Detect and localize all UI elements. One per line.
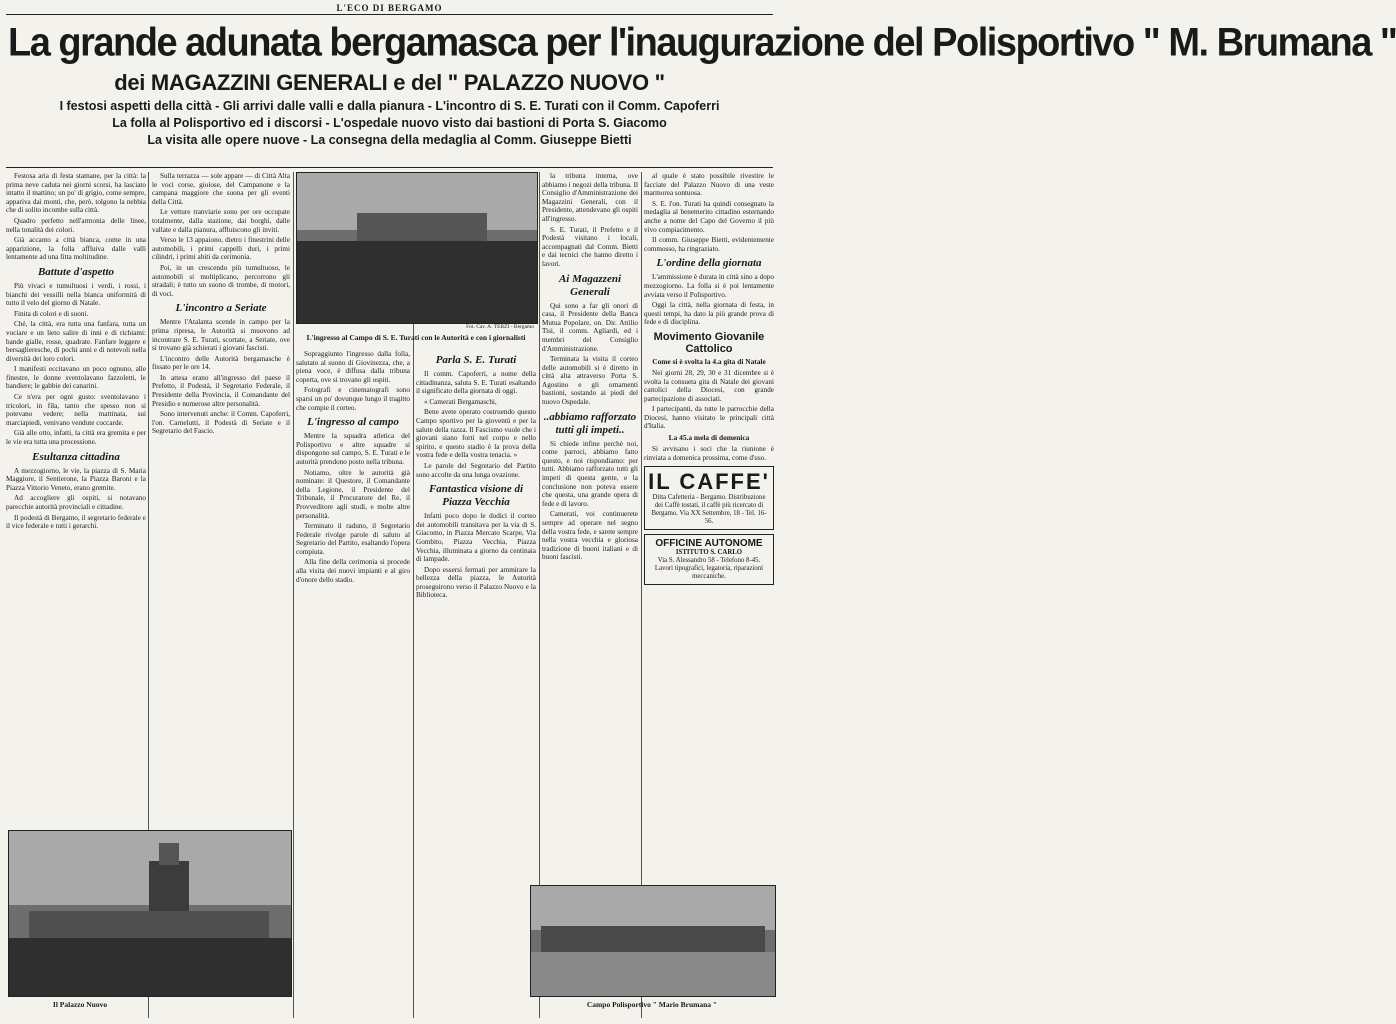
officine-ad xyxy=(644,534,774,585)
paragraph: Le parole del Segretario del Partito sono accolte da una lunga ovazione. xyxy=(416,461,536,479)
section-heading: Esultanza cittadina xyxy=(32,450,120,463)
paragraph: Terminato il raduno, il Segretario Federale rivolge parole di saluto al Segretario del Partito, esaltando l'opera compiuta. xyxy=(296,522,410,556)
ad-title: IL CAFFE' xyxy=(648,469,770,495)
paragraph: Ce n'era per ogni gusto: sventolavano i tricolori, in fila, tanto che spesso non si potevano vedere; nella mattinata, sui marciapiedi, venivano vendute coccarde. xyxy=(6,393,146,427)
paragraph: Ché, la città, era tutta una fanfara, tutta un vociare e un lieto salire di inni e di richiami: bande gialle, rosse, quadrate. Fanfare leggere e bersaglieresche, di pochi anni e di notevoli nella diversità dei loro colori. xyxy=(6,320,146,363)
paragraph: Il comm. Giuseppe Bietti, evidentemente commosso, ha ringraziato. xyxy=(644,236,774,253)
paragraph: Quadro perfetto nell'armonia delle linee, nella tonalità dei colori. xyxy=(6,216,146,234)
subheadline: dei MAGAZZINI GENERALI e del " PALAZZO NUOVO " xyxy=(114,70,665,95)
paragraph: Bene avete operato costruendo questo Campo sportivo per la gioventù e per la salute della razza. Il Fascismo vuole che i giovani siano forti nel corpo e nello spirito, e questo stadio è la prova della vostra fede e della vostra tenacia. » xyxy=(416,408,536,460)
section-title: Movimento Giovanile Cattolico xyxy=(653,330,765,355)
notice-body: Si avvisano i soci che la riunione è rinviata a domenica prossima, come d'uso. xyxy=(644,445,774,462)
paragraph: Si chiede infine perchè noi, come parroci, abbiamo fatto questo, e noi rispondiamo: per tutti. Abbiamo rafforzato tutti gli impeti di questa gente, e la conclusione non poteva essere che questa, una grande opera di fede e di lavoro. xyxy=(542,439,638,508)
paragraph: Già alle otto, infatti, la città era gremita e per le vie era tutta una processione. xyxy=(6,429,146,447)
column-4 xyxy=(416,350,536,1018)
paragraph: Sulla terrazza — sole appare — di Città Alta le voci corse, gioiose, del Campanone e la campana maggiore che suona per gli eventi della Città. xyxy=(152,172,290,206)
column-6 xyxy=(644,172,774,874)
ad-body: Via S. Alessandro 58 - Telefono 8-45. Lavori tipografici, legatoria, riparazioni meccaniche. xyxy=(654,557,764,581)
paragraph: Il comm. Capoferri, a nome della cittadinanza, saluta S. E. Turati esaltando il significato della giornata di oggi. xyxy=(416,370,536,396)
section-heading: Fantastica visione di Piazza Vecchia xyxy=(428,483,524,509)
paragraph: L'ammissione è durata in città sino a dopo mezzogiorno. La folla si è poi lentamente avviata verso il Polisportivo. xyxy=(644,273,774,299)
section-heading: ..abbiamo rafforzato tutti gli impeti.. xyxy=(543,410,637,436)
ad-title: OFFICINE AUTONOME xyxy=(655,538,763,550)
photo-credit: Fot. Cav. A. TERZI - Bergamo xyxy=(466,324,534,330)
paragraph: Terminata la visita il corteo delle automobili si è diretto in città alta attraverso Porta S. Agostino e gli ornamenti bastioni, sostando ai piedi del nuovo Ospedale. xyxy=(542,355,638,407)
column-2 xyxy=(152,172,290,824)
paragraph: Qui sono a far gli onori di casa, il Presidente della Banca Mutua Popolare, on. Dir. Attilio Tisi, il comm. Agliardi, ed i membri del Consiglio d'Amministrazione. xyxy=(542,301,638,353)
column-3 xyxy=(296,350,410,1018)
deck xyxy=(8,98,771,149)
paragraph: Poi, in un crescendo più tumultuoso, le automobili si moltiplicano, percorrono gli stradali; è tutto un suono di trombe, di motori, di voci. xyxy=(152,263,290,298)
paragraph: Dopo essersi fermati per ammirare la bellezza della piazza, le Autorità proseguirono verso il Palazzo Nuovo e la Biblioteca. xyxy=(416,565,536,600)
section-heading: Parla S. E. Turati xyxy=(435,354,517,366)
section-heading: L'ingresso al campo xyxy=(307,416,399,429)
paragraph: Sono intervenuti anche: il Comm. Capoferri, l'on. Carnelutti, il Podestà di Seriate e il Segretario del Fascio. xyxy=(152,410,290,436)
paragraph: Finita di colori e di suoni. xyxy=(14,309,89,318)
column-divider xyxy=(293,172,294,1018)
paragraph: Notiamo, oltre le autorità già nominate: il Questore, il Comandante della Legione, il Presidente del Tribunale, il Procuratore del Re, il Provveditore agli studi, e molte altre personalità. xyxy=(296,468,410,520)
paragraph: S. E. l'on. Turati ha quindi consegnato la medaglia al benemerito cittadino esternando anche a nome del Capo del Governo il più vivo compiacimento. xyxy=(644,199,774,234)
masthead: L'ECO DI BERGAMO xyxy=(6,2,773,15)
deck-line: La folla al Polisportivo ed i discorsi - L'ospedale nuovo visto dai bastioni di Porta S. Giacomo xyxy=(112,116,667,130)
paragraph: S. E. Turati, il Prefetto e il Podestà visitano i locali, accompagnati dal Comm. Bietti e dai tecnici che hanno diretto i lavori. xyxy=(542,225,638,268)
stadium-entrance-photo xyxy=(296,172,538,324)
paragraph: Camerati, voi continuerete sempre ad operare nel segno della vostra fede, e sarete sempre nella vostra vecchia e gloriosa tradizione di buoni italiani e di buoni fascisti. xyxy=(542,510,638,562)
paragraph: I manifesti eccitavano un poco ognuno, alle finestre, le donne sventolavano fazzoletti, le bandiere; le gabbie dei canarini. xyxy=(6,365,146,391)
paragraph: L'incontro delle Autorità bergamasche è fissato per le ore 14. xyxy=(152,354,290,372)
paragraph: la tribuna interna, ove abbiamo i negozi della tribuna. Il Consiglio d'Amministrazione dei Magazzini Generali, con il Presidente, attendevano gli ospiti all'ingresso. xyxy=(542,172,638,223)
paragraph: Mentre la squadra atletica del Polisportivo e altre squadre si dispongono sul campo, S. E. Turati e le autorità prendono posto nella tribuna. xyxy=(296,432,410,466)
deck-line: La visita alle opere nuove - La consegna della medaglia al Comm. Giuseppe Bietti xyxy=(147,133,632,147)
paragraph: Il podestà di Bergamo, il segretario federale e il vice federale e tutti i gerarchi. xyxy=(6,513,146,531)
paragraph: Ad accogliere gli ospiti, si notavano parecchie autorità provinciali e cittadine. xyxy=(6,494,146,511)
paragraph: « Camerati Bergamaschi, xyxy=(424,397,497,406)
paragraph: al quale è stato possibile rivestire le facciate del Palazzo Nuovo di una veste marmorea sontuosa. xyxy=(644,172,774,198)
headline: La grande adunata bergamasca per l'inaugurazione del Polisportivo " M. Brumana " xyxy=(8,20,1396,66)
paragraph: I partecipanti, da tutte le parrocchie della Diocesi, hanno visitato le principali città d'Italia. xyxy=(644,405,774,431)
section-heading: Battute d'aspetto xyxy=(37,265,115,278)
paragraph: Mentre l'Atalanta scende in campo per la prima ripresa, le Autorità si muovono ad incontrare S. E. Turati, scortate, a Seriate, ove si trovano già schierati i giovani fascisti. xyxy=(152,318,290,353)
header-rule xyxy=(6,167,773,168)
deck-line: I festosi aspetti della città - Gli arrivi dalle valli e dalla pianura - L'incontro di S. E. Turati con il Comm. Capoferri xyxy=(59,99,720,113)
polisportivo-photo xyxy=(530,885,776,997)
photo-caption: Il Palazzo Nuovo xyxy=(52,1000,108,1009)
paragraph: Festosa aria di festa stamane, per la città: la prima neve caduta nei giorni scorsi, ha lasciato intatto il mattino; un po' di grigio, come sempre, appariva dai monti, che, però, tolgono la nebbia che di solito incombe sulla città. xyxy=(6,172,146,215)
paragraph: Infatti poco dopo le dodici il corteo dei automobili transitava per la via di S. Giacomo, in Piazza Mercato Scarpe, Via Gombito, Piazza Vecchia, Piazza Vecchia, illuminata a giorno da centinaia di lampade. xyxy=(416,512,536,564)
paragraph: Già accanto a città bianca, come in una apparizione, la folla affluiva dalle valli lentamente ad una fitta moltitudine. xyxy=(6,236,146,262)
paragraph: Oggi la città, nella giornata di festa, in questi tempi, ha dato la più grande prova di fede e di disciplina. xyxy=(644,301,774,327)
section-heading: L'incontro a Seriate xyxy=(175,302,267,315)
column-1 xyxy=(6,172,146,824)
notice-title: La 45.a mela di domenica xyxy=(668,433,750,443)
paragraph: Fotografi e cinematografi sono sparsi un po' dovunque lungo il tragitto che compie il corteo. xyxy=(296,386,410,412)
paragraph: Alla fine della cerimonia si procede alla visita dei nuovi impianti e al giro d'onore dello stadio. xyxy=(296,558,410,584)
section-subtitle: Come si è svolta la 4.a gita di Natale xyxy=(652,356,766,366)
paragraph: Verso le 13 appaiono, dietro i finestrini delle automobili, i primi cappelli duri, i primi cilindri, i primi abiti da cerimonia. xyxy=(152,236,290,262)
photo-caption: L'ingresso al Campo di S. E. Turati con le Autorità e con i giornalisti xyxy=(306,333,526,342)
paragraph: Più vivaci e tumultuosi i verdi, i rossi, i bianchi dei vessilli nella bianca uniformità di tutto il velo del giorno di Natale. xyxy=(6,281,146,308)
section-heading: L'ordine della giornata xyxy=(656,257,762,270)
paragraph: Le vetture tranviarie sono per ore occupate totalmente, dalla stazione, dai borghi, dalle vallate e dalla pianura, affluiscono gli inviti. xyxy=(152,208,290,234)
photo-caption: Campo Polisportivo " Mario Brumana " xyxy=(586,1000,718,1009)
paragraph: Sopraggiunto l'ingresso dalla folla, salutato al suono di Giovinezza, che, a piena voce, è diffusa dalla tribuna coperta, ove si trovano gli ospiti. xyxy=(296,350,410,384)
paragraph: Nei giorni 28, 29, 30 e 31 dicembre si è svolta la consueta gita di Natale dei giovani cattolici della Diocesi, con grande partecipazione di associati. xyxy=(644,368,774,403)
palazzo-nuovo-photo xyxy=(8,830,292,997)
ad-body: Ditta Cafetteria - Bergamo. Distribuzione dei Caffè tostati, il caffè più ricercato di Bergamo. Via XX Settembre, 18 - Tel. 16-56. xyxy=(651,494,767,526)
section-heading: Ai Magazzeni Generali xyxy=(558,272,622,298)
paragraph: In attesa erano all'ingresso del paese il Prefetto, il Podestà, il Segretario Federale, il Presidente della Provincia, il Comandante del Presidio e numerose altre personalità. xyxy=(152,373,290,408)
ad-subtitle: ISTITUTO S. CARLO xyxy=(675,549,743,557)
paragraph: A mezzogiorno, le vie, la piazza di S. Maria Maggiore, il Sentierone, la Piazza Baroni e la Piazza Vittorio Veneto, erano gremite. xyxy=(6,466,146,492)
caffe-ad xyxy=(644,466,774,530)
